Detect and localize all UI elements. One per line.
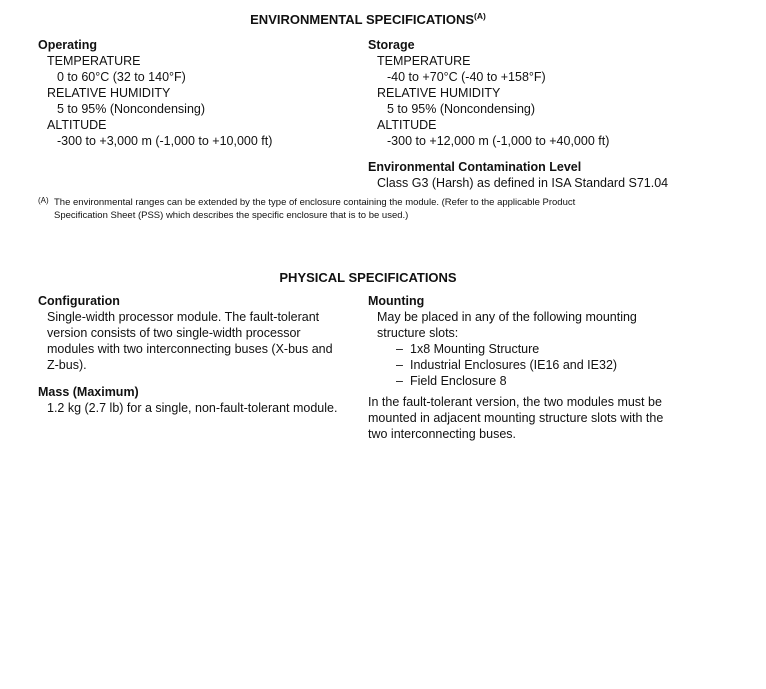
- env-specs-title-note: (A): [474, 11, 486, 21]
- mounting-intro-line-2: structure slots:: [377, 326, 459, 340]
- configuration-line-1: Single-width processor module. The fault-tolerant: [47, 310, 320, 324]
- contamination-heading: Environmental Contamination Level: [368, 160, 582, 174]
- mounting-heading: Mounting: [368, 294, 425, 308]
- storage-heading: Storage: [368, 38, 415, 52]
- env-specs-title: [0, 12, 736, 28]
- mounting-slot-list: [368, 341, 758, 389]
- configuration-line-3: modules with two interconnecting buses (X-bus and: [47, 342, 333, 356]
- mass-heading: Mass (Maximum): [38, 385, 139, 399]
- mounting-note-block: [368, 394, 758, 442]
- mounting-note-line-2: mounted in adjacent mounting structure slots with the: [368, 411, 664, 425]
- contamination-block: [368, 159, 758, 191]
- storage-temp-value: -40 to +70°C (-40 to +158°F): [387, 70, 546, 84]
- mass-value: 1.2 kg (2.7 lb) for a single, non-fault-tolerant module.: [47, 401, 338, 415]
- mounting-intro-line-1: May be placed in any of the following mounting: [377, 310, 637, 324]
- configuration-block: [38, 293, 363, 373]
- list-item: [396, 341, 758, 357]
- mounting-note-line-1: In the fault-tolerant version, the two modules must be: [368, 395, 662, 409]
- operating-humidity-label: RELATIVE HUMIDITY: [47, 86, 171, 100]
- storage-temp-label: TEMPERATURE: [377, 54, 471, 68]
- dash-bullet: –: [396, 358, 403, 372]
- configuration-line-4: Z-bus).: [47, 358, 87, 372]
- env-specs-title-text: ENVIRONMENTAL SPECIFICATIONS: [250, 12, 475, 27]
- dash-bullet: –: [396, 342, 403, 356]
- operating-humidity-value: 5 to 95% (Noncondensing): [57, 102, 206, 116]
- storage-humidity-label: RELATIVE HUMIDITY: [377, 86, 501, 100]
- list-item: [396, 373, 758, 389]
- mounting-block: [368, 293, 758, 389]
- footnote-mark: (A): [38, 196, 49, 205]
- operating-block: [38, 37, 358, 149]
- storage-altitude-value: -300 to +12,000 m (-1,000 to +40,000 ft): [387, 134, 610, 148]
- footnote-line-2: Specification Sheet (PSS) which describes the specific enclosure that is to be used.): [54, 210, 409, 221]
- operating-temp-value: 0 to 60°C (32 to 140°F): [57, 70, 186, 84]
- operating-temp-label: TEMPERATURE: [47, 54, 141, 68]
- env-footnote: [38, 196, 738, 222]
- footnote-line-1: The environmental ranges can be extended by the type of enclosure containing the module. (Refer to the applicable Product: [54, 197, 576, 208]
- operating-altitude-value: -300 to +3,000 m (-1,000 to +10,000 ft): [57, 134, 273, 148]
- dash-bullet: –: [396, 374, 403, 388]
- storage-humidity-value: 5 to 95% (Noncondensing): [387, 102, 536, 116]
- configuration-heading: Configuration: [38, 294, 120, 308]
- storage-altitude-label: ALTITUDE: [377, 118, 437, 132]
- mounting-item-1: 1x8 Mounting Structure: [410, 342, 540, 356]
- mounting-note-line-3: two interconnecting buses.: [368, 427, 517, 441]
- contamination-value: Class G3 (Harsh) as defined in ISA Standard S71.04: [377, 176, 669, 190]
- mounting-item-3: Field Enclosure 8: [410, 374, 507, 388]
- operating-heading: Operating: [38, 38, 98, 52]
- storage-block: [368, 37, 758, 149]
- mounting-item-2: Industrial Enclosures (IE16 and IE32): [410, 358, 618, 372]
- list-item: [396, 357, 758, 373]
- mass-block: [38, 384, 363, 416]
- operating-altitude-label: ALTITUDE: [47, 118, 107, 132]
- configuration-line-2: version consists of two single-width processor: [47, 326, 301, 340]
- phys-specs-title: PHYSICAL SPECIFICATIONS: [279, 270, 457, 285]
